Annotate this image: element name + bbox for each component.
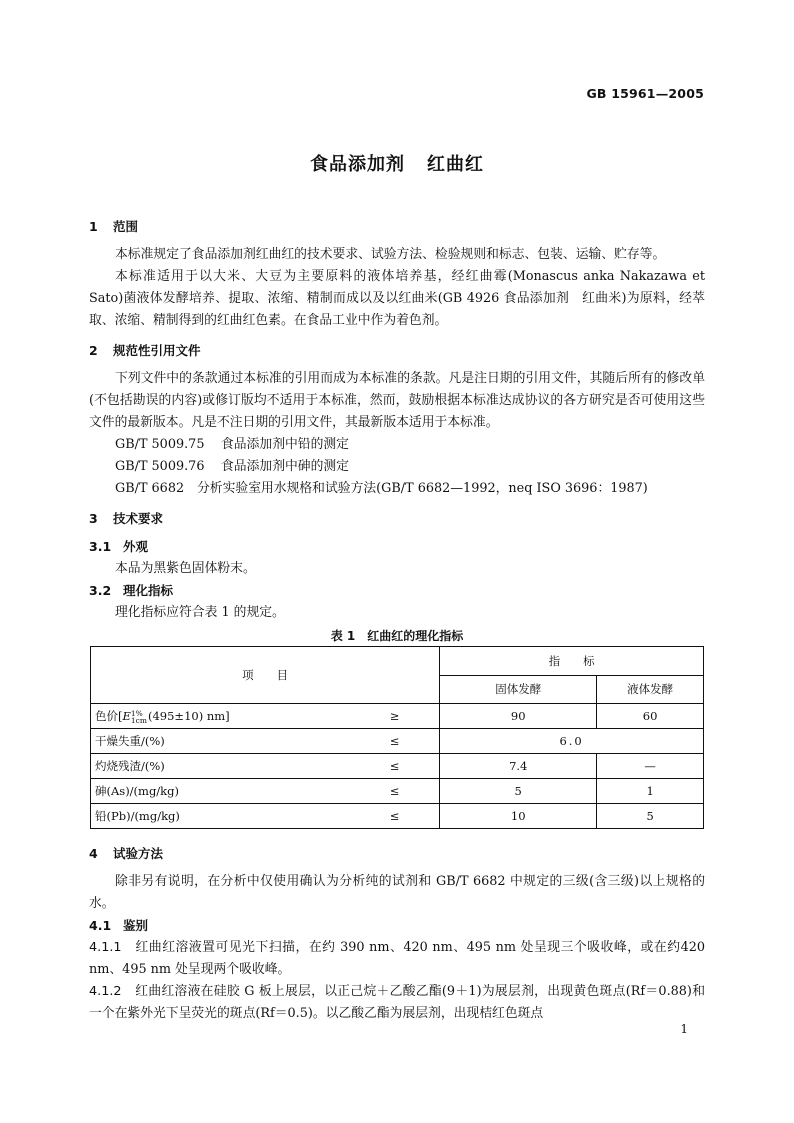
table-cell-item: 色价[E 1% 1cm (495±10) nm]	[91, 704, 351, 729]
table-cell-liquid: —	[597, 754, 704, 779]
section-3-1-text: 本品为黑紫色固体粉末。	[115, 561, 256, 576]
table-head-solid: 固体发酵	[440, 675, 597, 704]
reference-item: GB/T 5009.75 食品添加剂中铅的测定	[115, 437, 349, 452]
section-1-para-1: 本标准规定了食品添加剂红曲红的技术要求、试验方法、检验规则和标志、包装、运输、贮存等。	[115, 247, 666, 262]
page-number: 1	[680, 1022, 688, 1036]
table-row	[91, 754, 704, 779]
table-cell-liquid: 5	[597, 804, 704, 829]
section-2-para-1: 下列文件中的条款通过本标准的引用而成为本标准的条款。凡是注日期的引用文件，其随后所有的修改单(不包括勘误的内容)或修订版均不适用于本标准，然而，鼓励根据本标准达成协议的各方研究是否可使用这些文件的最新版本。凡是不注日期的引用文件，其最新版本适用于本标准。	[89, 371, 705, 430]
table-1-caption: 表 1 红曲红的理化指标	[330, 629, 464, 643]
table-head-index: 指 标	[440, 647, 704, 676]
reference-item: GB/T 6682 分析实验室用水规格和试验方法(GB/T 6682—1992，neq ISO 3696：1987)	[115, 481, 648, 496]
table-cell-item: 铅(Pb)/(mg/kg)	[91, 804, 351, 829]
table-row	[91, 704, 704, 729]
section-1-heading: 1 范围	[89, 219, 139, 234]
section-1-para-2: 本标准适用于以大米、大豆为主要原料的液体培养基，经红曲霉(Monascus anka Nakazawa et Sato)菌液体发酵培养、提取、浓缩、精制而成以及以红曲米(GB 4926 食品添加剂 红曲米)为原料，经萃取、浓缩、精制得到的红曲红色素。在食品工业中作为着色剂。	[89, 269, 705, 328]
section-3-heading: 3 技术要求	[89, 511, 164, 526]
table-cell-item: 干燥失重/(%)	[91, 729, 351, 754]
section-4-heading: 4 试验方法	[89, 846, 164, 861]
table-cell-liquid: 1	[597, 779, 704, 804]
table-cell-op: ≥	[350, 704, 440, 729]
table-cell-op: ≤	[350, 754, 440, 779]
section-2-heading: 2 规范性引用文件	[89, 343, 201, 358]
document-body	[89, 216, 705, 1025]
title-part-1: 食品添加剂	[310, 154, 405, 175]
table-cell-liquid: 60	[597, 704, 704, 729]
table-1	[90, 646, 704, 829]
section-4-1-heading: 4.1 鉴别	[89, 918, 149, 933]
section-3-1-heading: 3.1 外观	[89, 539, 149, 554]
table-cell-solid: 5	[440, 779, 597, 804]
table-head-liquid: 液体发酵	[597, 675, 704, 704]
table-cell-op: ≤	[350, 779, 440, 804]
table-row	[91, 779, 704, 804]
table-cell-op: ≤	[350, 804, 440, 829]
table-row	[91, 729, 704, 754]
section-4-1-2: 4.1.2 红曲红溶液在硅胶 G 板上展层，以正己烷＋乙酸乙酯(9＋1)为展层剂，出现黄色斑点(Rf＝0.88)和一个在紫外光下呈荧光的斑点(Rf＝0.5)。以乙酸乙酯为展层剂，出现桔红色斑点	[89, 984, 705, 1021]
section-3-2-heading: 3.2 理化指标	[89, 583, 174, 598]
table-cell-solid: 10	[440, 804, 597, 829]
section-4-para-1: 除非另有说明，在分析中仅使用确认为分析纯的试剂和 GB/T 6682 中规定的三级(含三级)以上规格的水。	[89, 874, 705, 911]
standard-number: GB 15961—2005	[586, 86, 704, 101]
table-cell-merged: 6.0	[440, 729, 704, 754]
table-cell-op: ≤	[350, 729, 440, 754]
table-cell-item: 灼烧残渣/(%)	[91, 754, 351, 779]
table-cell-solid: 90	[440, 704, 597, 729]
table-head-item: 项 目	[91, 647, 440, 704]
title-part-2: 红曲红	[427, 154, 484, 175]
reference-item: GB/T 5009.76 食品添加剂中砷的测定	[115, 459, 349, 474]
section-4-1-1: 4.1.1 红曲红溶液置可见光下扫描，在约 390 nm、420 nm、495 nm 处呈现三个吸收峰，或在约420 nm、495 nm 处呈现两个吸收峰。	[89, 940, 705, 977]
table-cell-item: 砷(As)/(mg/kg)	[91, 779, 351, 804]
document-title	[0, 150, 794, 176]
table-cell-solid: 7.4	[440, 754, 597, 779]
section-3-2-text: 理化指标应符合表 1 的规定。	[115, 605, 285, 620]
table-row	[91, 804, 704, 829]
